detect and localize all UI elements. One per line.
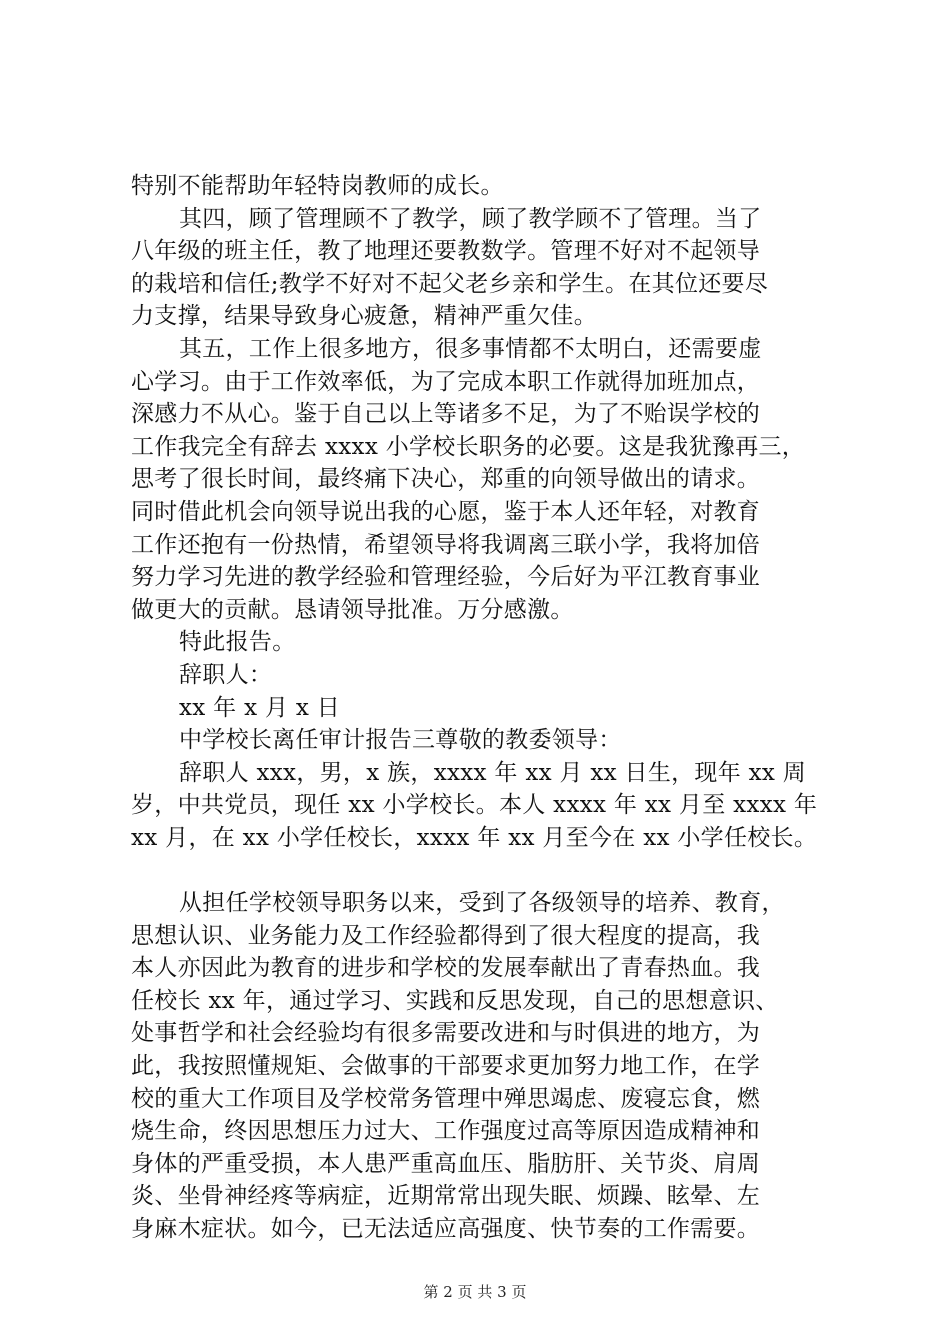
text-line: 工作我完全有辞去 xxxx 小学校长职务的必要。这是我犹豫再三， [131, 433, 806, 460]
text-line: 校的重大工作项目及学校常务管理中殚思竭虑、废寝忘食，燃 [131, 1085, 761, 1112]
blank-line [131, 854, 831, 887]
text-line: 烧生命，终因思想压力过大、工作强度过高等原因造成精神和 [131, 1118, 761, 1145]
text-line: 处事哲学和社会经验均有很多需要改进和与时俱进的地方，为 [131, 1020, 761, 1047]
text-line: 其五，工作上很多地方，很多事情都不太明白，还需要虚 [179, 335, 762, 362]
text-line: 同时借此机会向领导说出我的心愿，鉴于本人还年轻，对教育 [131, 498, 761, 525]
document-body [131, 170, 831, 1246]
date-line: xx 年 x 月 x 日 [179, 694, 341, 721]
text-line: 的栽培和信任;教学不好对不起父老乡亲和学生。在其位还要尽 [131, 270, 769, 297]
text-line: 身体的严重受损，本人患严重高血压、脂肪肝、关节炎、肩周 [131, 1150, 761, 1177]
text-line: 任校长 xx 年，通过学习、实践和反思发现，自己的思想意识、 [131, 987, 779, 1014]
text-line: 深感力不从心。鉴于自己以上等诸多不足，为了不贻误学校的 [131, 401, 761, 428]
text-line: 努力学习先进的教学经验和管理经验，今后好为平江教育事业 [131, 564, 761, 591]
text-line: 中学校长离任审计报告三尊敬的教委领导： [179, 727, 622, 754]
text-line: 思想认识、业务能力及工作经验都得到了很大程度的提高，我 [131, 922, 761, 949]
text-line: 其四，顾了管理顾不了教学，顾了教学顾不了管理。当了 [179, 205, 762, 232]
text-line: 特此报告。 [179, 629, 296, 656]
text-line: 炎、坐骨神经疼等病症，近期常常出现失眠、烦躁、眩晕、左 [131, 1183, 761, 1210]
text-line: 八年级的班主任，教了地理还要教数学。管理不好对不起领导 [131, 238, 761, 265]
page-number-footer: 第 2 页 共 3 页 [423, 1283, 527, 1301]
text-line: 身麻木症状。如今，已无法适应高强度、快节奏的工作需要。 [131, 1216, 761, 1242]
text-line: 此，我按照懂规矩、会做事的干部要求更加努力地工作，在学 [131, 1053, 761, 1080]
text-line: 从担任学校领导职务以来，受到了各级领导的培养、教育， [179, 890, 785, 917]
text-line: 工作还抱有一份热情，希望领导将我调离三联小学，我将加倍 [131, 531, 761, 558]
text-line: 思考了很长时间，最终痛下决心，郑重的向领导做出的请求。 [131, 466, 761, 493]
text-line: 做更大的贡献。恳请领导批准。万分感激。 [131, 596, 574, 623]
text-line: 辞职人： [179, 661, 273, 688]
text-line: 本人亦因此为教育的进步和学校的发展奉献出了青春热血。我 [131, 955, 761, 982]
text-line: 辞职人 xxx，男，x 族，xxxx 年 xx 月 xx 日生，现年 xx 周 [179, 759, 807, 786]
text-line: 特别不能帮助年轻特岗教师的成长。 [131, 173, 504, 199]
text-line: 力支撑，结果导致身心疲惫，精神严重欠佳。 [131, 303, 597, 330]
text-line: 岁，中共党员，现任 xx 小学校长。本人 xxxx 年 xx 月至 xxxx 年 [131, 792, 818, 819]
text-line: 心学习。由于工作效率低，为了完成本职工作就得加班加点， [131, 368, 761, 395]
text-line: xx 月，在 xx 小学任校长，xxxx 年 xx 月至今在 xx 小学任校长。 [131, 824, 818, 851]
